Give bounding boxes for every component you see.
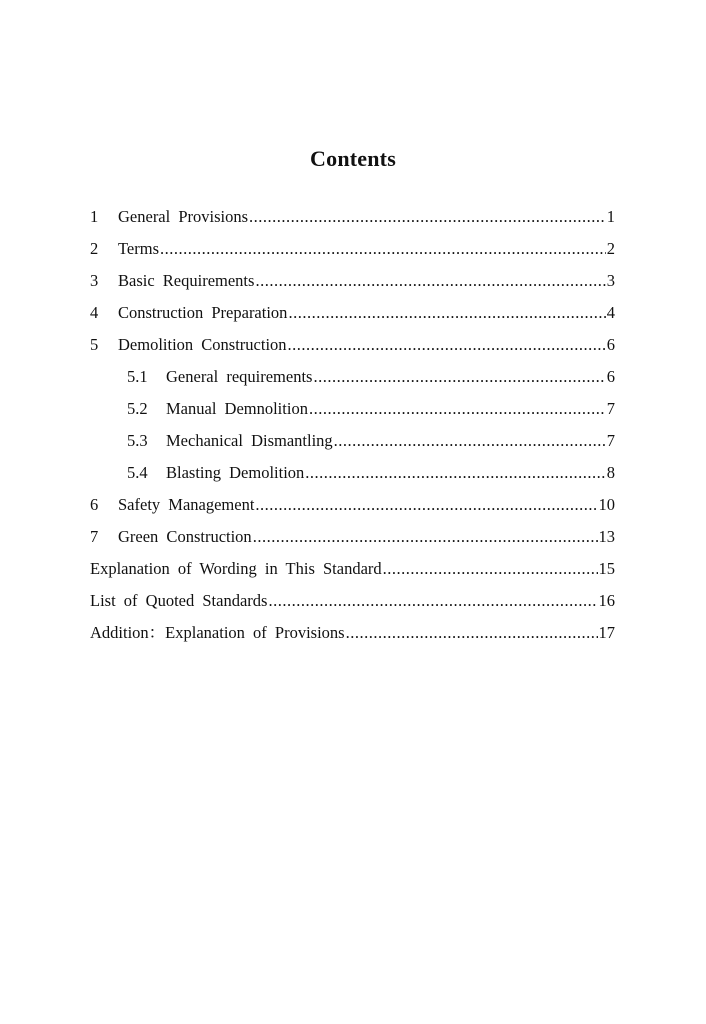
dot-leader	[346, 617, 598, 649]
toc-entry-number: 5.2	[127, 399, 148, 418]
dot-leader	[305, 457, 605, 489]
dot-leader	[334, 425, 606, 457]
toc-entry-label: Safety Management	[118, 495, 255, 514]
toc-entry-number: 5.1	[127, 367, 148, 386]
toc-entry-label: General Provisions	[118, 207, 249, 226]
toc-entry-number: 2	[90, 239, 99, 258]
toc-entry-list-of-quoted-standards[interactable]	[90, 585, 615, 617]
dot-leader	[160, 233, 606, 265]
toc-entry-number: 5.4	[127, 463, 148, 482]
toc-entry-label: General requirements	[166, 367, 313, 386]
toc-entry-page: 13	[598, 527, 615, 546]
toc-entry-general-provisions[interactable]	[90, 201, 615, 233]
toc-entry-page: 1	[606, 207, 615, 226]
toc-entry-safety-management[interactable]	[90, 489, 615, 521]
dot-leader	[253, 521, 598, 553]
dot-leader	[255, 265, 605, 297]
toc-entry-page: 7	[606, 399, 615, 418]
toc-subentry-manual-demolition[interactable]	[90, 393, 615, 425]
dot-leader	[255, 489, 597, 521]
toc-subentry-blasting-demolition[interactable]	[90, 457, 615, 489]
page-title: Contents	[310, 146, 396, 171]
toc-entry-page: 15	[598, 559, 615, 578]
table-of-contents	[90, 201, 615, 649]
toc-entry-green-construction[interactable]	[90, 521, 615, 553]
dot-leader	[383, 553, 598, 585]
toc-entry-page: 6	[606, 335, 615, 354]
toc-entry-page: 8	[606, 463, 615, 482]
toc-entry-number: 3	[90, 271, 99, 290]
toc-entry-page: 6	[606, 367, 615, 386]
toc-entry-page: 3	[606, 271, 615, 290]
toc-entry-label: Blasting Demolition	[166, 463, 305, 482]
toc-entry-number: 4	[90, 303, 99, 322]
toc-entry-page: 2	[606, 239, 615, 258]
toc-entry-page: 10	[598, 495, 615, 514]
toc-entry-explanation-of-provisions[interactable]	[90, 617, 615, 649]
toc-entry-label: Addition：Explanation of Provisions	[90, 623, 345, 642]
dot-leader	[249, 201, 606, 233]
toc-entry-page: 4	[606, 303, 615, 322]
toc-entry-label: Mechanical Dismantling	[166, 431, 333, 450]
toc-entry-label: List of Quoted Standards	[90, 591, 268, 610]
toc-entry-number: 5	[90, 335, 99, 354]
toc-subentry-mechanical-dismantling[interactable]	[90, 425, 615, 457]
dot-leader	[309, 393, 606, 425]
toc-subentry-general-requirements[interactable]	[90, 361, 615, 393]
toc-entry-basic-requirements[interactable]	[90, 265, 615, 297]
toc-entry-terms[interactable]	[90, 233, 615, 265]
toc-entry-label: Demolition Construction	[118, 335, 287, 354]
toc-entry-number: 5.3	[127, 431, 148, 450]
toc-entry-demolition-construction[interactable]	[90, 329, 615, 361]
toc-entry-number: 1	[90, 207, 99, 226]
dot-leader	[288, 329, 606, 361]
toc-entry-label: Terms	[118, 239, 160, 258]
toc-entry-label: Manual Demnolition	[166, 399, 308, 418]
toc-entry-page: 7	[606, 431, 615, 450]
toc-entry-page: 17	[598, 623, 615, 642]
toc-entry-page: 16	[598, 591, 615, 610]
toc-entry-label: Construction Preparation	[118, 303, 288, 322]
toc-entry-number: 7	[90, 527, 99, 546]
dot-leader	[268, 585, 597, 617]
toc-entry-label: Green Construction	[118, 527, 252, 546]
dot-leader	[313, 361, 605, 393]
toc-entry-label: Explanation of Wording in This Standard	[90, 559, 382, 578]
toc-entry-construction-preparation[interactable]	[90, 297, 615, 329]
toc-entry-number: 6	[90, 495, 99, 514]
toc-entry-explanation-of-wording[interactable]	[90, 553, 615, 585]
toc-entry-label: Basic Requirements	[118, 271, 255, 290]
dot-leader	[288, 297, 605, 329]
